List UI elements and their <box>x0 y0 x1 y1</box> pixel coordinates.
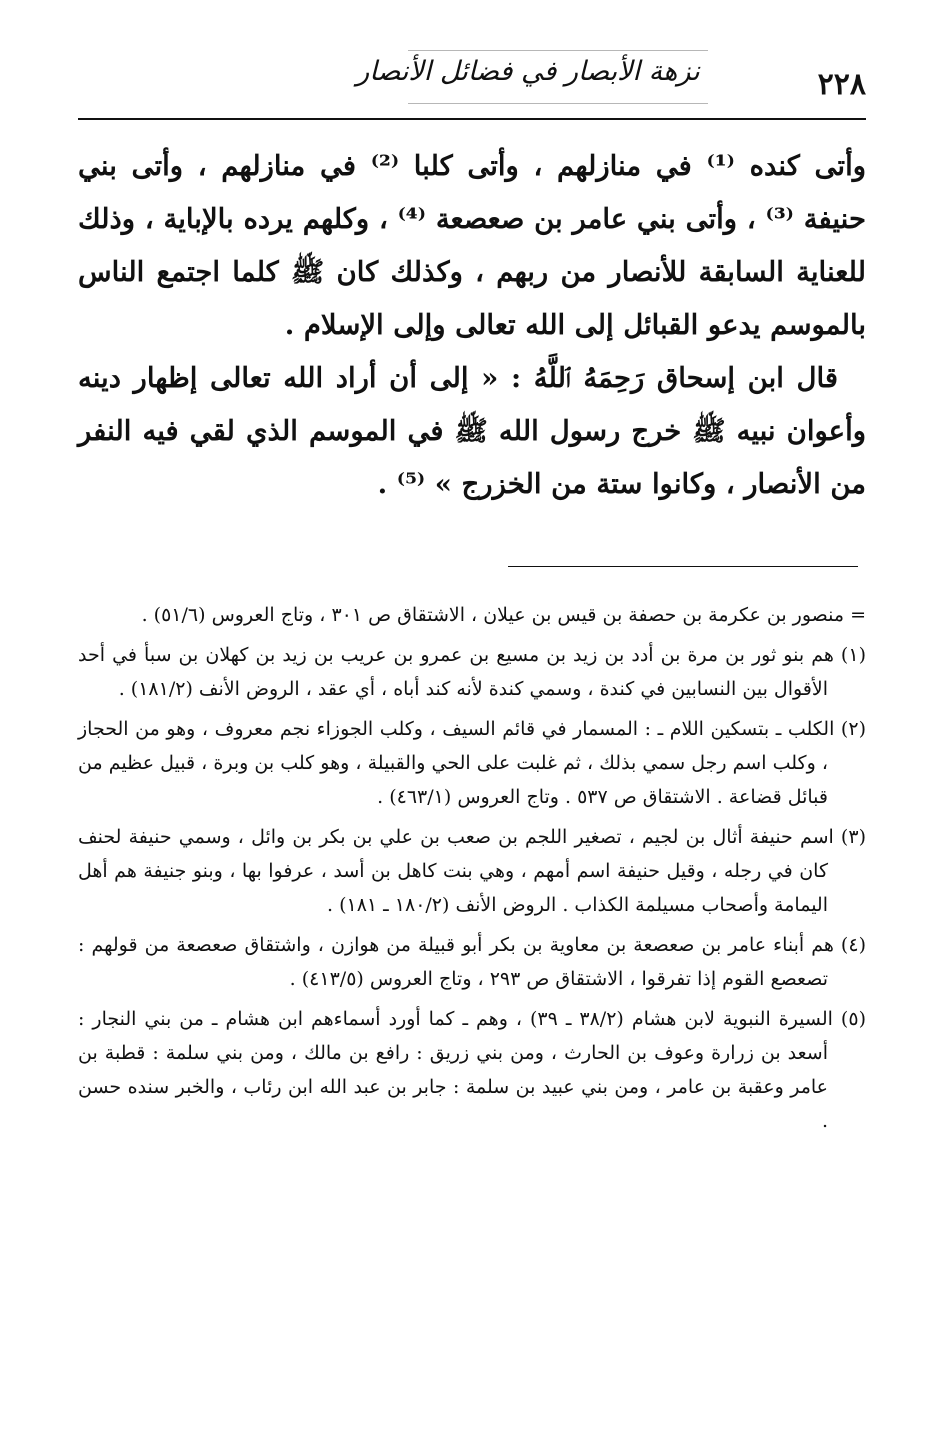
main-text <box>78 140 866 511</box>
footnote-1: (١) هم بنو ثور بن مرة بن أدد بن زيد بن مسيع بن عمرو بن عريب بن زيد بن كهلان بن سبأ في أحد الأقوال بين النسابين في كندة ، وسمي كندة لأنه كند أباه ، أي عقد ، الروض الأنف (١٨١/٢) . <box>78 644 866 700</box>
main-paragraph: قال ابن إسحاق رَحِمَهُ ٱللَّهُ : « إلى أن أراد الله تعالى إظهار دينه وأعوان نبيه ﷺ خرج رسول الله ﷺ في الموسم الذي لقي فيه النفر من الأنصار ، وكانوا ستة من الخزرج » ⁽⁵⁾ . <box>78 362 866 500</box>
footnote-separator <box>508 566 858 567</box>
header-rule <box>78 118 866 120</box>
running-title: نزهة الأبصار في فضائل الأنصار <box>356 56 700 87</box>
page-header <box>78 48 866 122</box>
footnote-continuation: = منصور بن عكرمة بن حصفة بن قيس بن عيلان ، الاشتقاق ص ٣٠١ ، وتاج العروس (٥١/٦) . <box>141 604 866 626</box>
footnote-5: (٥) السيرة النبوية لابن هشام (٣٨/٢ ـ ٣٩) ، وهم ـ كما أورد أسماءهم ابن هشام ـ من بني النجار : أسعد بن زرارة وعوف بن الحارث ، ومن بني زريق : رافع بن مالك ، ومن بني سلمة : قطبة بن عامر وعقبة بن عامر ، ومن بني عبيد بن سلمة : جابر بن عبد الله ابن رئاب ، والخبر سنده حسن . <box>78 1008 866 1132</box>
footnote-3: (٣) اسم حنيفة أثال بن لجيم ، تصغير اللجم بن صعب بن علي بن بكر بن وائل ، وسمي حنيفة لحنف كان في رجله ، وقيل حنيفة اسم أمهم ، وهي بنت كاهل بن أسد ، عرفوا بها ، وبنو جنيفة هم أهل اليمامة وأصحاب مسيلمة الكذاب . الروض الأنف (١٨٠/٢ ـ ١٨١) . <box>78 826 866 916</box>
footnote-4: (٤) هم أبناء عامر بن صعصعة بن معاوية بن بكر أبو قبيلة من هوازن ، واشتقاق صعصعة من قولهم : تصعصع القوم إذا تفرقوا ، الاشتقاق ص ٢٩٣ ، وتاج العروس (٤١٣/٥) . <box>78 934 866 990</box>
footnote-2: (٢) الكلب ـ بتسكين اللام ـ : المسمار في قائم السيف ، وكلب الجوزاء نجم معروف ، وهو من الحجاز ، وكلب اسم رجل سمي بذلك ، ثم غلبت على الحي والقبيلة ، وهو كلب بن وبرة ، قبيل عظيم من قبائل قضاعة . الاشتقاق ص ٥٣٧ . وتاج العروس (٤٦٣/١) . <box>78 718 866 808</box>
footnotes <box>78 598 866 1144</box>
page-number: ٢٢٨ <box>817 67 866 102</box>
main-paragraph: وأتى كنده ⁽¹⁾ في منازلهم ، وأتى كلبا ⁽²⁾ في منازلهم ، وأتى بني حنيفة ⁽³⁾ ، وأتى بني عامر بن صعصعة ⁽⁴⁾ ، وكلهم يرده بالإباية ، وذلك للعناية السابقة للأنصار من ربهم ، وكذلك كان ﷺ كلما اجتمع الناس بالموسم يدعو القبائل إلى الله تعالى وإلى الإسلام . <box>78 150 866 341</box>
